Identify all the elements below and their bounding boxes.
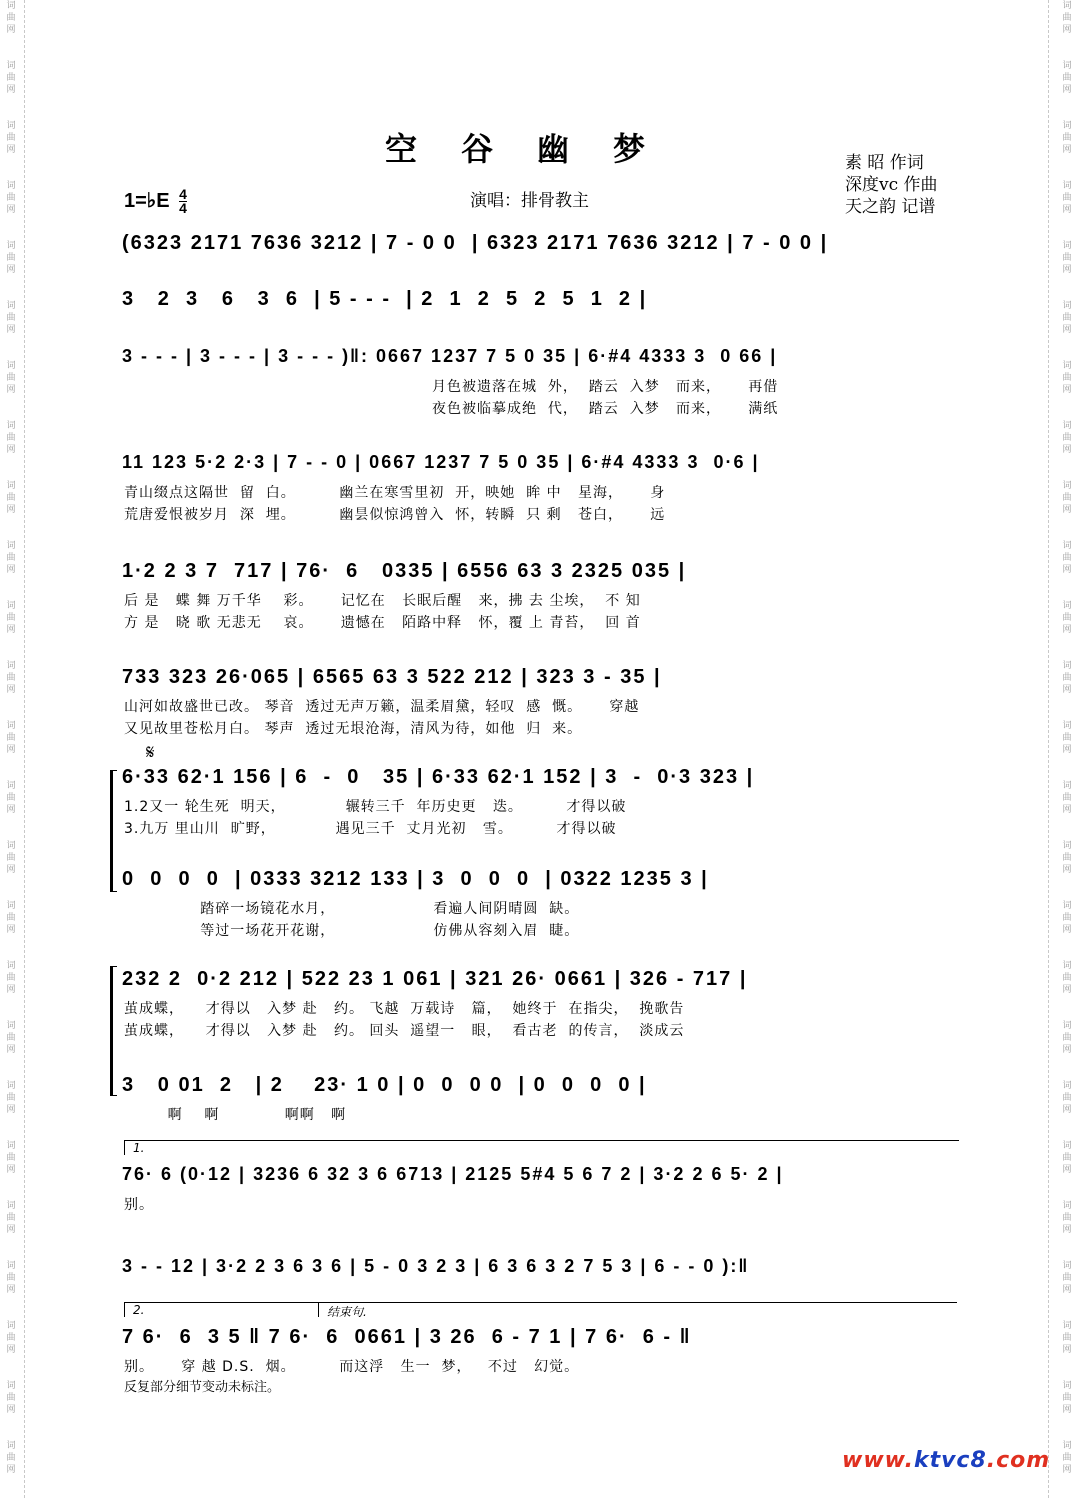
watermark-prefix: www. xyxy=(842,1448,914,1473)
side-watermark-mark: 词 曲 网 xyxy=(6,781,16,815)
side-watermark-mark: 词 曲 网 xyxy=(1062,601,1072,635)
lyric-line: 踏碎一场镜花水月， 看遍人间阴晴圆 缺。 xyxy=(124,901,580,917)
side-watermark-mark: 词 曲 网 xyxy=(1062,1381,1072,1415)
side-watermark-mark: 词 曲 网 xyxy=(1062,961,1072,995)
side-watermark-mark: 词 曲 网 xyxy=(6,301,16,335)
lyric-line: 青山缀点这隔世 留 白。 幽兰在寒雪里初 开，映她 眸 中 星海， 身 xyxy=(124,485,666,501)
volta-second-ending xyxy=(124,1302,319,1317)
side-watermark-mark: 词 曲 网 xyxy=(1062,481,1072,515)
side-watermark-mark: 词 曲 网 xyxy=(1062,361,1072,395)
volta-second-label: 2. xyxy=(133,1303,145,1317)
credits xyxy=(845,152,938,218)
side-watermark-mark: 词 曲 网 xyxy=(6,841,16,875)
side-watermark-mark: 词 曲 网 xyxy=(6,1141,16,1175)
site-watermark xyxy=(842,1448,1050,1473)
lyric-line: 荒唐爱恨被岁月 深 埋。 幽昙似惊鸿曾入 怀，转瞬 只 剩 苍白， 远 xyxy=(124,507,666,523)
side-watermark-mark: 词 曲 网 xyxy=(6,1441,16,1475)
lyric-line: 3.九万 里山川 旷野， 遇见三千 丈月光初 雪。 才得以破 xyxy=(124,821,617,837)
system-bracket xyxy=(110,966,117,1096)
side-watermark-mark: 词 曲 网 xyxy=(1062,901,1072,935)
coda-label: 结束句. xyxy=(327,1305,367,1319)
side-watermark-mark: 词 曲 网 xyxy=(6,961,16,995)
notation-line: (6323 2171 7636 3212 | 7 - 0 0 | 6323 2171 7636 3212 | 7 - 0 0 | xyxy=(122,232,829,254)
side-watermark-mark: 词 曲 网 xyxy=(1062,1201,1072,1235)
side-watermark-mark: 词 曲 网 xyxy=(6,481,16,515)
side-watermark-mark: 词 曲 网 xyxy=(6,601,16,635)
side-watermark-mark: 词 曲 网 xyxy=(6,361,16,395)
side-watermark-mark: 词 曲 网 xyxy=(1062,721,1072,755)
side-watermark-mark: 词 曲 网 xyxy=(6,721,16,755)
lyric-line: 后 是 蝶 舞 万千华 彩。 记忆在 长眠后醒 来，拂 去 尘埃， 不 知 xyxy=(124,593,641,609)
lyric-line: 山河如故盛世已改。 琴音 透过无声万籁，温柔眉黛，轻叹 感 慨。 穿越 xyxy=(124,699,640,715)
side-watermark-mark: 词 曲 网 xyxy=(1062,121,1072,155)
footer-note: 反复部分细节变动未标注。 xyxy=(124,1380,281,1395)
time-denominator: 4 xyxy=(179,200,187,217)
notation-line: 11 123 5·2 2·3 | 7 - - 0 | 0667 1237 7 5 0 35 | 6·#4 4333 3 0·6 | xyxy=(122,452,760,472)
transcriber-credit: 天之韵 记谱 xyxy=(845,197,936,217)
side-watermark-mark: 词 曲 网 xyxy=(6,541,16,575)
side-watermark-mark: 词 曲 网 xyxy=(6,1321,16,1355)
side-watermark-mark: 词 曲 网 xyxy=(1062,1141,1072,1175)
side-watermark-mark: 词 曲 网 xyxy=(1062,1321,1072,1355)
left-watermark-column xyxy=(2,0,20,1498)
side-watermark-mark: 词 曲 网 xyxy=(1062,421,1072,455)
notation-line: 6·33 62·1 156 | 6 - 0 35 | 6·33 62·1 152 | 3 - 0·3 323 | xyxy=(122,766,755,788)
segno-sign: 𝄋 xyxy=(146,740,155,764)
notation-line: 232 2 0·2 212 | 522 23 1 061 | 321 26· 0661 | 326 - 717 | xyxy=(122,968,748,990)
notation-line: 3 - - 12 | 3·2 2 3 6 3 6 | 5 - 0 3 2 3 | 6 3 6 3 2 7 5 3 | 6 - - 0 ):‖ xyxy=(122,1256,750,1276)
lyric-line: 又见故里苍松月白。 琴声 透过无垠沧海，清风为待，如他 归 来。 xyxy=(124,721,583,737)
side-watermark-mark: 词 曲 网 xyxy=(1062,661,1072,695)
watermark-suffix: .com xyxy=(986,1448,1051,1473)
key-signature xyxy=(124,188,187,215)
notation-line: 733 323 26·065 | 6565 63 3 522 212 | 323 3 - 35 | xyxy=(122,666,662,688)
side-watermark-mark: 词 曲 网 xyxy=(1062,781,1072,815)
side-watermark-mark: 词 曲 网 xyxy=(1062,1441,1072,1475)
notation-line: 3 0 01 2 | 2 23· 1 0 | 0 0 0 0 | 0 0 0 0 | xyxy=(122,1074,647,1096)
lyric-line: 别。 穿 越 D.S. 烟。 而这浮 生一 梦， 不过 幻觉。 xyxy=(124,1359,580,1375)
notation-line: 7 6· 6 3 5 ‖ 7 6· 6 0661 | 3 26 6 - 7 1 | 7 6· 6 - ‖ xyxy=(122,1326,692,1348)
side-watermark-mark: 词 曲 网 xyxy=(6,1,16,35)
time-numerator: 4 xyxy=(179,186,187,203)
notation-line: 0 0 0 0 | 0333 3212 133 | 3 0 0 0 | 0322 1235 3 | xyxy=(122,868,709,890)
side-watermark-mark: 词 曲 网 xyxy=(6,61,16,95)
lyric-line: 夜色被临摹成绝 代， 踏云 入梦 而来， 满纸 xyxy=(432,401,779,417)
left-margin-line xyxy=(24,0,26,1498)
key-label: 1=♭E xyxy=(124,190,170,212)
lyric-line: 啊 啊 啊啊 啊 xyxy=(124,1107,347,1123)
time-signature xyxy=(179,188,187,215)
side-watermark-mark: 词 曲 网 xyxy=(6,421,16,455)
right-margin-line xyxy=(1048,0,1050,1498)
watermark-domain: ktvc8 xyxy=(913,1448,987,1473)
side-watermark-mark: 词 曲 网 xyxy=(6,121,16,155)
side-watermark-mark: 词 曲 网 xyxy=(1062,301,1072,335)
song-title: 空谷幽梦 xyxy=(384,130,689,168)
volta-first-label: 1. xyxy=(133,1141,145,1155)
right-watermark-column xyxy=(1058,0,1074,1498)
side-watermark-mark: 词 曲 网 xyxy=(6,1081,16,1115)
notation-line: 3 2 3 6 3 6 | 5 - - - | 2 1 2 5 2 5 1 2 | xyxy=(122,288,648,310)
notation-line: 1·2 2 3 7 717 | 76· 6 0335 | 6556 63 3 2325 035 | xyxy=(122,560,687,582)
side-watermark-mark: 词 曲 网 xyxy=(6,1021,16,1055)
singer-credit: 演唱：排骨教主 xyxy=(470,191,589,211)
lyric-line: 1.2又一 轮生死 明天， 辗转三千 年历史更 迭。 才得以破 xyxy=(124,799,627,815)
side-watermark-mark: 词 曲 网 xyxy=(1062,541,1072,575)
side-watermark-mark: 词 曲 网 xyxy=(1062,1081,1072,1115)
volta-first-ending xyxy=(124,1140,959,1155)
side-watermark-mark: 词 曲 网 xyxy=(1062,1261,1072,1295)
lyric-line: 等过一场花开花谢， 仿佛从容刻入眉 睫。 xyxy=(124,923,580,939)
lyric-line: 方 是 晓 歌 无悲无 哀。 遗憾在 陌路中释 怀，覆 上 青苔， 回 首 xyxy=(124,615,641,631)
lyric-line: 茧成蝶， 才得以 入梦 赴 约。 回头 遥望一 眼， 看古老 的传言， 淡成云 xyxy=(124,1023,685,1039)
side-watermark-mark: 词 曲 网 xyxy=(6,241,16,275)
side-watermark-mark: 词 曲 网 xyxy=(1062,1021,1072,1055)
side-watermark-mark: 词 曲 网 xyxy=(6,181,16,215)
notation-line: 3 - - - | 3 - - - | 3 - - - )‖: 0667 1237 7 5 0 35 | 6·#4 4333 3 0 66 | xyxy=(122,346,778,366)
side-watermark-mark: 词 曲 网 xyxy=(1062,241,1072,275)
side-watermark-mark: 词 曲 网 xyxy=(6,1261,16,1295)
coda-section xyxy=(318,1302,957,1317)
lyricist-credit: 素 昭 作词 xyxy=(845,153,924,173)
lyric-line: 月色被遗落在城 外， 踏云 入梦 而来， 再借 xyxy=(432,379,779,395)
lyric-line: 茧成蝶， 才得以 入梦 赴 约。 飞越 万载诗 篇， 她终于 在指尖， 挽歌告 xyxy=(124,1001,685,1017)
side-watermark-mark: 词 曲 网 xyxy=(1062,1,1072,35)
side-watermark-mark: 词 曲 网 xyxy=(6,1201,16,1235)
lyric-line: 别。 xyxy=(124,1197,154,1213)
side-watermark-mark: 词 曲 网 xyxy=(6,1381,16,1415)
side-watermark-mark: 词 曲 网 xyxy=(6,901,16,935)
side-watermark-mark: 词 曲 网 xyxy=(1062,61,1072,95)
composer-credit: 深度vc 作曲 xyxy=(845,175,938,195)
side-watermark-mark: 词 曲 网 xyxy=(6,661,16,695)
side-watermark-mark: 词 曲 网 xyxy=(1062,181,1072,215)
notation-line: 76· 6 (0·12 | 3236 6 32 3 6 6713 | 2125 5#4 5 6 7 2 | 3·2 2 6 5· 2 | xyxy=(122,1164,784,1184)
system-bracket xyxy=(110,770,117,892)
side-watermark-mark: 词 曲 网 xyxy=(1062,841,1072,875)
